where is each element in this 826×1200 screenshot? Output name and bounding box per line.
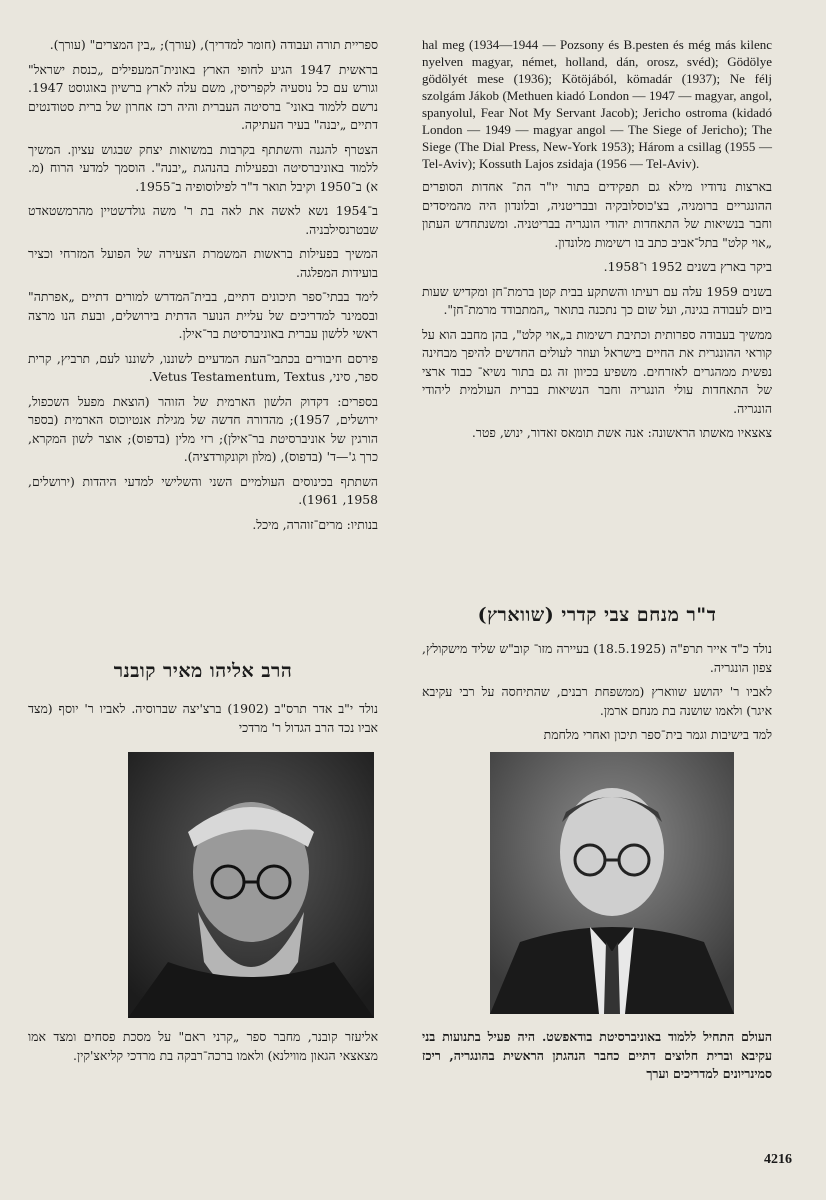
caption-left: אליעזר קובנר, מחבר ספר „קרני ראם" על מסכת פסחים ומצד אמו מצאצאי הגאון מווילנא) ולאמו ברכה־רבקה בת מרדכי קליאצ'קין. [28,1029,378,1063]
paragraph: בשנים 1959 עלה עם רעיתו והשתקע בבית קטן ברמת־חן ומקדיש שעות ביום לעבודה בגינה, ועל שום כך נתכנה בתואר „המתבודד מרמת־חן". [422,283,772,317]
paragraph: השתתף בכינוסים העולמיים השני והשלישי למדעי היהדות (ירושלים, 1958, 1961). [28,473,378,507]
section-heading-kovner: הרב אליהו מאיר קובנר [113,660,293,682]
paragraph: הצטרף להגנה והשתתף בקרבות במשואות יצחק שבגוש עציון. המשיך ללמוד באוניברסיטה ובפעילות בהנהגת „יבנה". הוסמך למדעי הרוח (מ. א) ב־1950 וקיבל תואר ד"ר לפילוסופיה ב־1955. [28,141,378,194]
paragraph: המשיך בפעילות בראשות המשמרת הצעירה של הפועל המזרחי וכציר בועידות המפלגה. [28,246,378,280]
right-column [422,36,772,449]
paragraph: בראשית 1947 הגיע לחופי הארץ באונית־המעפילים „כנסת ישראל" וגורש עם כל נוסעיה לקפריסין, משם עלה לארץ ברשיון באוגוסט 1947. נרשם ללמוד באוני־ ברסיטה העברית והיה רכז אחרון של ברית סטודנטים דתיים „יבנה" בעיר העתיקה. [28,61,379,132]
latin-paragraph: hal meg (1934—1944 — Pozsony és B.pesten és még más kilenc nyelven magyar, német, holland, dán, orosz, svéd); Gödölye gödölyét mese (1936); Kötöjából, kömadár (1937); Ne félj szolgám Jákob (Methuen kiadó London — 1947 — magyar, angol, spanyolul, Fear Not My Servant Jacob); Jericho ostroma (kidadó London — 1949 — magyar angol — The Siege of Jericho); The Siege (The Dial Press, New-York 1953); Három a csillag (1955 — Tel-Aviv); Kossuth Lajos zsidaja (1956 — Tel-Aviv). [422,37,772,171]
page-number: 4216 [764,1152,792,1167]
after-heading-block [422,640,772,751]
paragraph: למד בישיבות וגמר בית־ספר תיכון ואחרי מלחמת [543,727,772,742]
paragraph: לימד בבתי־ספר תיכונים דתיים, בבית־המדרש למורים דתיים „אפרתה" ובסמינר למדריכים של עליית הנוער הדתית בירושלים, ובעת הנו מרצה ראשי ללשון עברית באוניברסיטת בר־אילן. [28,289,378,341]
portrait-photo-kovner [128,752,374,1018]
paragraph: בארצות נדודיו מילא גם תפקידים בתור יו"ר הת־ אחדות הסופרים ההונגריים ברומניה, בצ'כוסלובקיה ובבריטניה, ובלונדון היה מהמיסדים וחבר בנשיאות של התאחדות יהודי הונגריה בבריטניה. ומשנתחדש העתון „אוי קלט" בתל־אביב כתב בו רשימות מלונדון. [422,179,772,250]
paragraph: לאביו ר' יהושע שווארץ (ממשפחת רבנים, שהתיחסה על רבי עקיבא איגר) ולאמו שושנה בת מנחם ארמן. [422,684,772,718]
paragraph: ביקר בארץ בשנים 1952 ו־1958. [603,259,772,274]
paragraph: נולד כ"ד אייר תרפ"ה (18.5.1925) בעיירה מזו־ קוב"ש שליד מישקולץ, צפון הונגריה. [422,641,772,675]
paragraph: בנותיו: מרים־זוהרה, מיכל. [252,516,378,532]
paragraph: ספריית תורה ועבודה (חומר למדריך), (עורך); „בין המצרים" (עורך). [49,37,378,52]
left-column [28,36,378,540]
portrait-photo-kadari [490,752,734,1014]
paragraph: ב־1954 נשא לאשה את לאה בת ר' משה גולדשטיין מהרמשטאדט שבטרנסילבניה. [28,203,378,237]
paragraph: נולד י"ב אדר תרס"ב (1902) ברצ'יצה שברוסיה. לאביו ר' יוסף (מצד אביו נכד הרב הגדול ר' מרדכי [28,701,378,735]
section-heading-kadari: ד"ר מנחם צבי קדרי (שווארץ) [477,604,717,626]
caption-right: העולם התחיל ללמוד באוניברסיטת בודאפשט. היה פעיל בתנועות בני עקיבא וברית חלוצים דתיים כחבר הנהגתן הראשית בהונגריה, ריכז סמינריונים למדריכים וערך [422,1029,772,1081]
paragraph: ממשיך בעבודה ספרותית וכתיבת רשימות ב„אוי קלט", בהן מחבב הוא על קוראי ההונגרית את החיים בישראל ועוזר לעולים החדשים להיפך מבחינה נפשית ממהגרים לאזרחים. משפיע בכיוון זה גם בתור נשיא־ כבוד ארצי של התאחדות עולי הונגריה וחבר הנשיאות בברית העולמית ליהודי הונגריה. [422,326,772,416]
paragraph: פירסם חיבורים בכתבי־העת המדעיים לשוננו, לשוננו לעם, תרביץ, קרית ספר, סיני, Vetus Testamentum, Textus. [28,350,378,384]
paragraph: בספרים: דקדוק הלשון הארמית של הזוהר (הוצאת מפעל השכפול, ירושלים, 1957); מהדורה חדשה של מגילת אנטיוכוס הארמית (בספר הורגין של אוניברסיטת בר־אילן); רזי מלין (בדפוס); אוצר לשון המקרא, כרך ג'—ד' (בדפוס), (מלון וקונקורדציה). [28,393,378,464]
paragraph: צאצאיו מאשתו הראשונה: אנה אשת תומאס זאדור, ינוש, פטר. [471,425,772,440]
